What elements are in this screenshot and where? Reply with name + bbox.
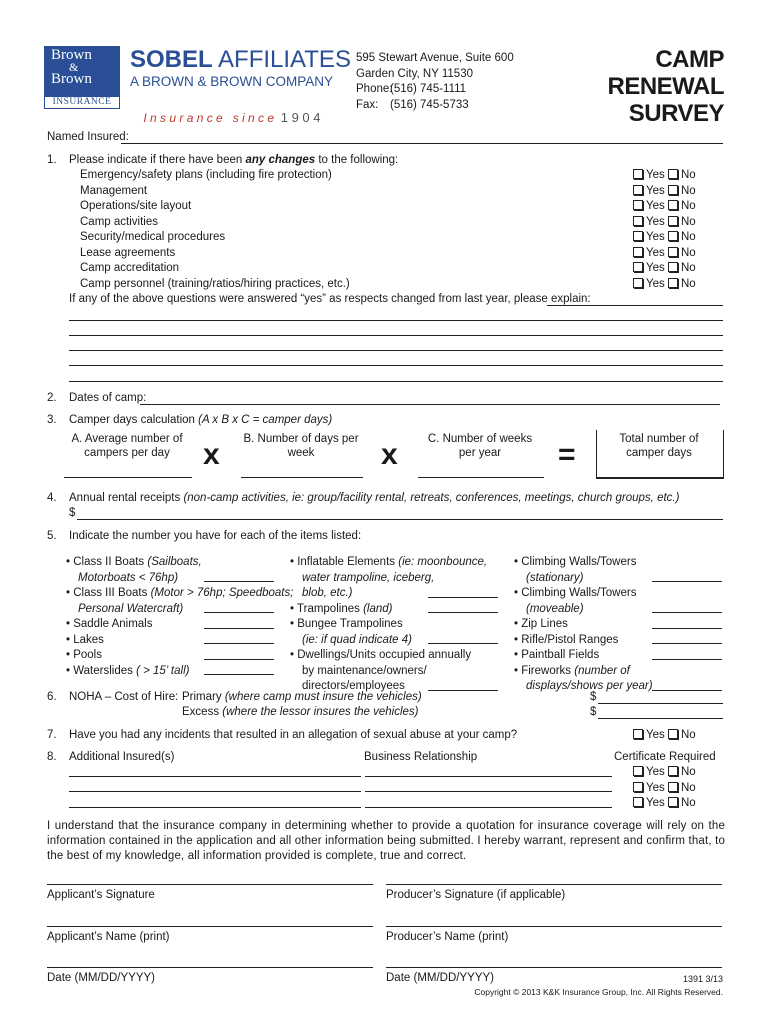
yes-no-row bbox=[633, 261, 696, 277]
named-insured-label: Named Insured: bbox=[47, 131, 129, 143]
yes-no-row bbox=[633, 230, 696, 246]
q7-label: Have you had any incidents that resulted in an allegation of sexual abuse at your camp? bbox=[69, 729, 518, 741]
count-field[interactable] bbox=[204, 674, 274, 675]
q6-label: NOHA – Cost of Hire: bbox=[69, 691, 179, 703]
yes-checkbox[interactable]: Yes bbox=[633, 168, 668, 184]
yes-checkbox[interactable]: Yes bbox=[633, 246, 668, 262]
q1-item: Operations/site layout bbox=[80, 200, 192, 212]
count-field[interactable] bbox=[652, 643, 722, 644]
named-insured-field[interactable] bbox=[121, 143, 723, 144]
q4-number: 4. bbox=[47, 492, 57, 504]
no-checkbox[interactable]: No bbox=[668, 797, 696, 809]
q6-excess: Excess (where the lessor insures the vehicles) bbox=[182, 706, 419, 718]
count-field[interactable] bbox=[204, 581, 274, 582]
dates-of-camp-field[interactable] bbox=[140, 404, 720, 405]
explain-field[interactable] bbox=[547, 305, 723, 306]
yes-no-row bbox=[633, 246, 696, 262]
total-box-frame bbox=[596, 430, 724, 479]
q1-yes-no-column bbox=[633, 168, 696, 292]
yes-no-row bbox=[633, 765, 696, 781]
count-field[interactable] bbox=[204, 612, 274, 613]
count-field[interactable] bbox=[204, 643, 274, 644]
relationship-field[interactable] bbox=[365, 807, 612, 808]
count-field[interactable] bbox=[428, 597, 498, 598]
q4-label: Annual rental receipts (non-camp activities, ie: group/facility rental, retreats, conferences, meetings, church groups, etc.) bbox=[69, 492, 680, 504]
count-field[interactable] bbox=[204, 659, 274, 660]
q5-label: Indicate the number you have for each of the items listed: bbox=[69, 530, 362, 542]
q1-item-list bbox=[80, 168, 350, 292]
applicant-date-label: Date (MM/DD/YYYY) bbox=[47, 972, 155, 984]
no-checkbox[interactable]: No bbox=[668, 169, 696, 181]
q8-certificate-label: Certificate Required bbox=[614, 751, 716, 763]
no-checkbox[interactable]: No bbox=[668, 729, 696, 741]
yes-no-row bbox=[633, 796, 696, 812]
count-field[interactable] bbox=[652, 690, 722, 691]
explain-field[interactable] bbox=[69, 350, 723, 351]
q3-a-label: A. Average number of campers per day bbox=[71, 433, 183, 459]
yes-checkbox[interactable]: Yes bbox=[633, 215, 668, 231]
producer-date-field[interactable] bbox=[386, 967, 722, 968]
relationship-field[interactable] bbox=[365, 791, 612, 792]
no-checkbox[interactable]: No bbox=[668, 231, 696, 243]
producer-signature-field[interactable] bbox=[386, 884, 722, 885]
weeks-per-year-field[interactable] bbox=[418, 477, 544, 478]
yes-checkbox[interactable]: Yes bbox=[633, 277, 668, 293]
q5-column-2: • Inflatable Elements (ie: moonbounce, water trampoline, iceberg, blob, etc.) • Trampolines (land) • Bungee Trampolines (ie: if quad indicate 4) • Dwellings/Units occupied annually by maintenance/owners/ directors/employees bbox=[290, 556, 488, 692]
company-block: SOBEL AFFILIATES A BROWN & BROWN COMPANY I n s u r a n c e s i n c e 1 9 0 4 bbox=[130, 46, 351, 125]
q1-item: Camp activities bbox=[80, 215, 158, 228]
q2-number: 2. bbox=[47, 392, 57, 404]
additional-insured-field[interactable] bbox=[69, 791, 361, 792]
q7-number: 7. bbox=[47, 729, 57, 741]
q6-number: 6. bbox=[47, 691, 57, 703]
yes-checkbox[interactable]: Yes bbox=[633, 781, 668, 797]
yes-checkbox[interactable]: Yes bbox=[633, 261, 668, 277]
q1-item: Camp personnel (training/ratios/hiring practices, etc.) bbox=[80, 277, 350, 290]
explain-field[interactable] bbox=[69, 365, 723, 366]
producer-date-label: Date (MM/DD/YYYY) bbox=[386, 972, 494, 984]
days-per-week-field[interactable] bbox=[241, 477, 363, 478]
q1-number: 1. bbox=[47, 154, 57, 166]
producer-name-label: Producer’s Name (print) bbox=[386, 931, 509, 943]
count-field[interactable] bbox=[652, 628, 722, 629]
q3-c-label: C. Number of weeks per year bbox=[427, 433, 533, 459]
count-field[interactable] bbox=[652, 581, 722, 582]
count-field[interactable] bbox=[428, 690, 498, 691]
q5-number: 5. bbox=[47, 530, 57, 542]
explain-field[interactable] bbox=[69, 335, 723, 336]
no-checkbox[interactable]: No bbox=[668, 278, 696, 290]
relationship-field[interactable] bbox=[365, 776, 612, 777]
rental-receipts-field[interactable] bbox=[77, 519, 723, 520]
yes-no-row bbox=[633, 199, 696, 215]
applicant-date-field[interactable] bbox=[47, 967, 373, 968]
count-field[interactable] bbox=[428, 643, 498, 644]
yes-checkbox[interactable]: Yes bbox=[633, 184, 668, 200]
producer-signature-label: Producer’s Signature (if applicable) bbox=[386, 889, 566, 901]
yes-no-row bbox=[633, 215, 696, 231]
q1-item: Management bbox=[80, 184, 148, 197]
total-camper-days-field[interactable] bbox=[596, 477, 723, 478]
count-field[interactable] bbox=[204, 628, 274, 629]
yes-checkbox[interactable]: Yes bbox=[633, 199, 668, 215]
q1-explain-label: If any of the above questions were answered “yes” as respects changed from last year, please explain: bbox=[69, 293, 591, 305]
applicant-name-label: Applicant’s Name (print) bbox=[47, 931, 170, 943]
yes-no-row bbox=[633, 168, 696, 184]
yes-no-row bbox=[633, 184, 696, 200]
no-checkbox[interactable]: No bbox=[668, 782, 696, 794]
applicant-signature-label: Applicant’s Signature bbox=[47, 889, 155, 901]
q3-number: 3. bbox=[47, 414, 57, 426]
q5-column-1: • Class II Boats (Sailboats, Motorboats < 76hp) • Class III Boats (Motor > 76hp; Speedboats; Personal Watercraft) • Saddle Animals • Lakes • Pools • Waterslides ( > 15’ tall) bbox=[66, 556, 294, 677]
yes-no-row bbox=[633, 781, 696, 797]
equals-symbol: = bbox=[558, 438, 576, 471]
q8-number: 8. bbox=[47, 751, 57, 763]
q6-primary: Primary (where camp must insure the vehicles) bbox=[182, 691, 422, 703]
yes-checkbox[interactable]: Yes bbox=[633, 796, 668, 812]
q1-item: Security/medical procedures bbox=[80, 231, 226, 243]
campers-per-day-field[interactable] bbox=[64, 477, 192, 478]
no-checkbox[interactable]: No bbox=[668, 200, 696, 212]
q3-total-label: Total number of camper days bbox=[619, 433, 699, 459]
times-symbol: x bbox=[381, 438, 398, 471]
q8-yes-no-column bbox=[633, 765, 696, 812]
logo: Brown & Brown INSURANCE bbox=[44, 46, 120, 110]
applicant-signature-field[interactable] bbox=[47, 884, 373, 885]
excess-dollar: $ bbox=[590, 706, 597, 718]
additional-insured-field[interactable] bbox=[69, 776, 361, 777]
primary-cost-field[interactable] bbox=[598, 703, 723, 704]
q2-label: Dates of camp: bbox=[69, 392, 147, 404]
q8-relationship-label: Business Relationship bbox=[364, 751, 478, 763]
q3-label: Camper days calculation (A x B x C = camper days) bbox=[69, 414, 333, 426]
primary-dollar: $ bbox=[590, 691, 597, 703]
yes-checkbox[interactable]: Yes bbox=[633, 728, 668, 742]
explain-field[interactable] bbox=[69, 320, 723, 321]
address-block: 595 Stewart Avenue, Suite 600 Garden City, NY 11530 Phone:(516) 745-1111 Fax: (516) 745-5733 bbox=[356, 52, 514, 111]
q1-item: Emergency/safety plans (including fire protection) bbox=[80, 169, 332, 181]
times-symbol: x bbox=[203, 438, 220, 471]
q1-question: Please indicate if there have been any changes to the following: bbox=[69, 154, 399, 166]
q5-column-3: • Climbing Walls/Towers (stationary) • Climbing Walls/Towers (moveable) • Zip Lines • Rifle/Pistol Ranges • Paintball Fields • Fireworks (number of displays/shows per year) bbox=[514, 556, 653, 692]
yes-checkbox[interactable]: Yes bbox=[633, 230, 668, 246]
certification-statement: I understand that the insurance company in determining whether to provide a quotation for insurance coverage will rely on the information contained in the application and all other information being submitted. I hereby warrant, represent and confirm that, to the best of my knowledge, all information provided is complete, true and correct. bbox=[47, 820, 725, 862]
excess-cost-field[interactable] bbox=[598, 718, 723, 719]
q1-item: Camp accreditation bbox=[80, 262, 180, 274]
q1-item: Lease agreements bbox=[80, 246, 176, 259]
count-field[interactable] bbox=[652, 612, 722, 613]
yes-checkbox[interactable]: Yes bbox=[633, 765, 668, 781]
no-checkbox[interactable]: No bbox=[668, 262, 696, 274]
form-title: CAMP RENEWAL SURVEY bbox=[607, 46, 724, 127]
copyright: Copyright © 2013 K&K Insurance Group, Inc. All Rights Reserved. bbox=[474, 987, 723, 997]
yes-no-row bbox=[633, 277, 696, 293]
q4-dollar: $ bbox=[69, 507, 76, 519]
count-field[interactable] bbox=[652, 659, 722, 660]
form-code: 1391 3/13 bbox=[682, 974, 723, 984]
explain-field[interactable] bbox=[69, 381, 723, 382]
additional-insured-field[interactable] bbox=[69, 807, 361, 808]
no-checkbox[interactable]: No bbox=[668, 766, 696, 778]
no-checkbox[interactable]: No bbox=[668, 247, 696, 259]
q7-yes-no bbox=[633, 728, 696, 742]
applicant-name-field[interactable] bbox=[47, 926, 373, 927]
no-checkbox[interactable]: No bbox=[668, 216, 696, 228]
count-field[interactable] bbox=[428, 612, 498, 613]
q3-b-label: B. Number of days per week bbox=[243, 433, 359, 459]
no-checkbox[interactable]: No bbox=[668, 185, 696, 197]
producer-name-field[interactable] bbox=[386, 926, 722, 927]
q8-label: Additional Insured(s) bbox=[69, 751, 175, 763]
